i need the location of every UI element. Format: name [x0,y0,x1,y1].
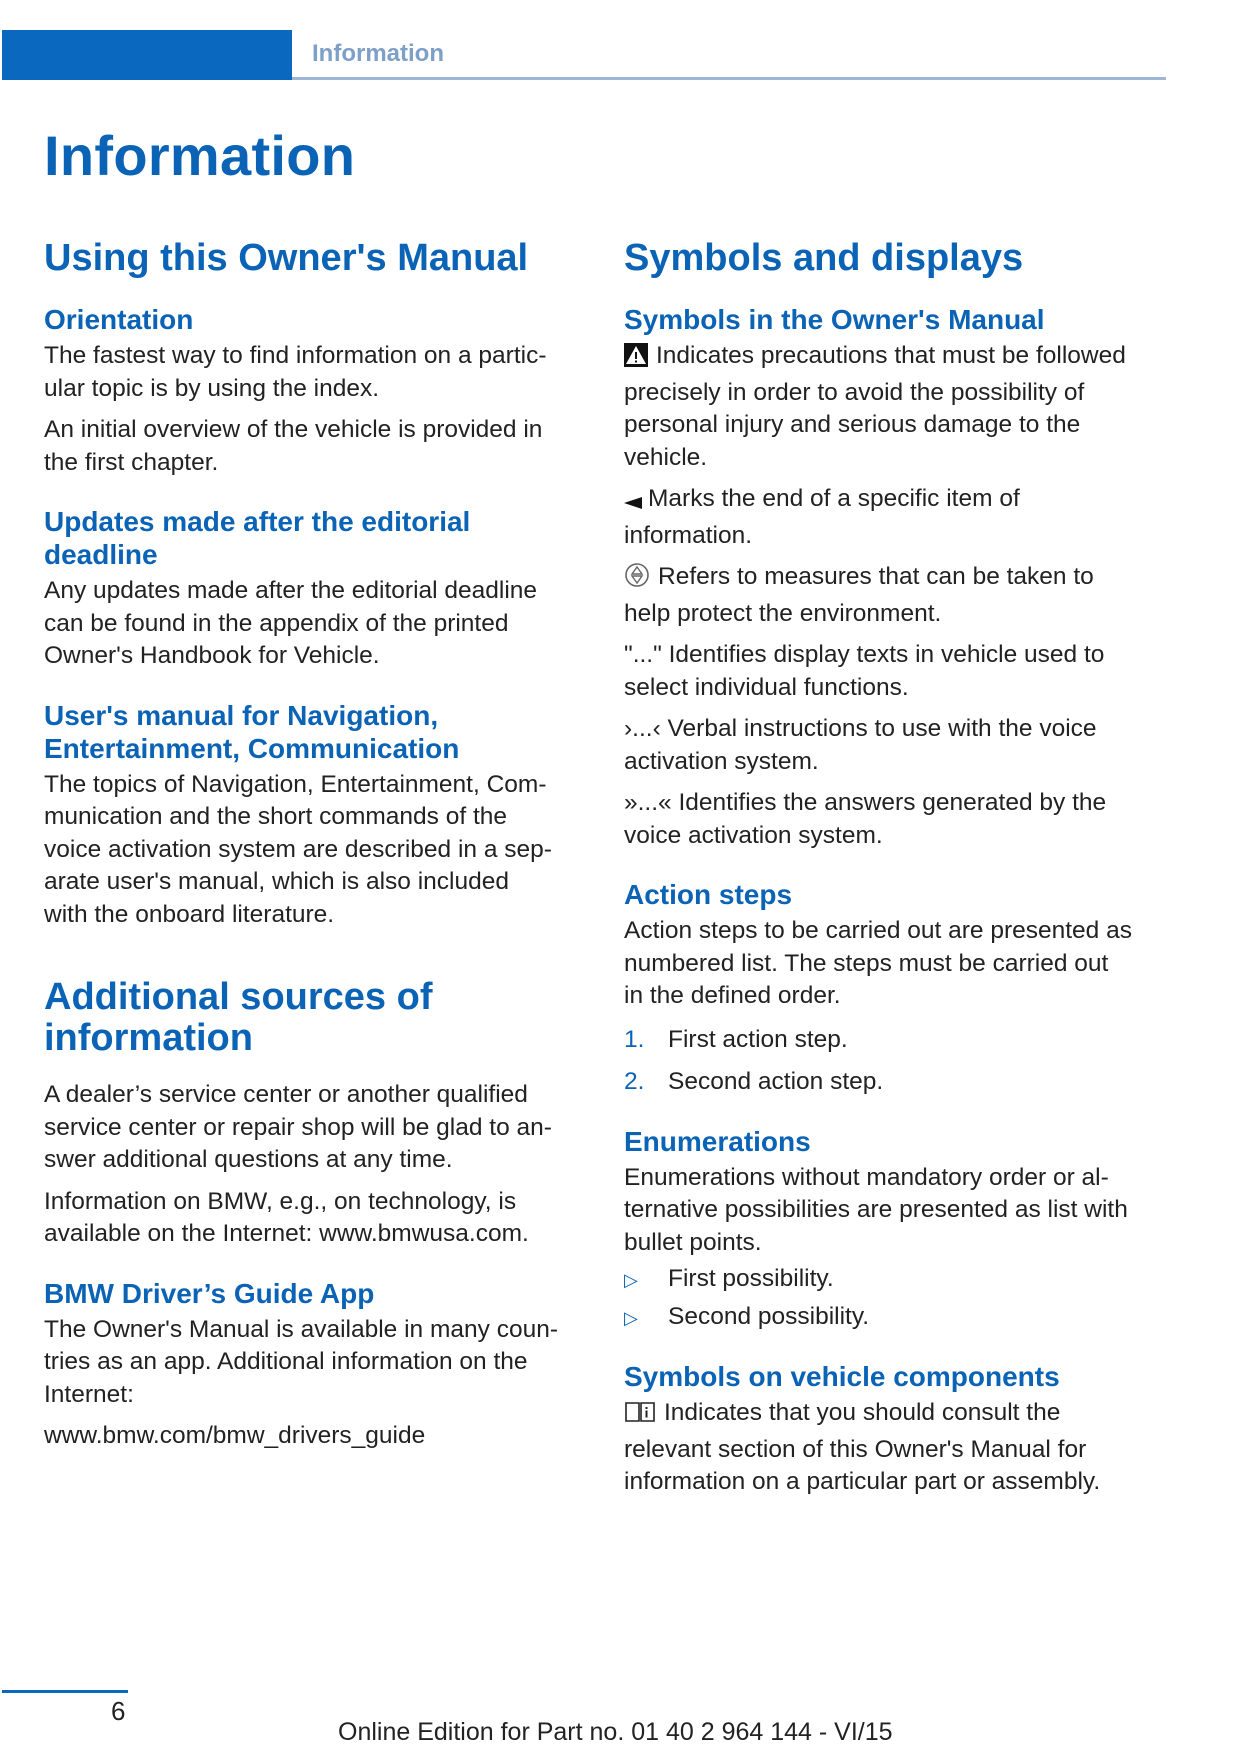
page-title: Information [44,124,356,187]
header-section-label: Information [312,40,444,67]
edition-footer: Online Edition for Part no. 01 40 2 964 144 - VI/15 [338,1718,893,1746]
additional-paragraph-2: Information on BMW, e.g., on technology, is available on the Internet: www.bmwusa.com. [44,1187,529,1247]
manual-book-icon [624,1400,656,1434]
step-text: First action step. [668,1025,848,1053]
orientation-paragraph-2: An initial overview of the vehicle is provided in the first chapter. [44,416,543,476]
action-step-item [624,1066,1169,1099]
subsection-title-symbols-manual: Symbols in the Owner's Manual [624,304,1045,335]
subsection-title-updates: Updates made after the editorial deadline [44,506,471,570]
action-steps-paragraph: Action steps to be carried out are presented as numbered list. The steps must be carried out in the defined order. [624,917,1132,1009]
subsection-title-orientation: Orientation [44,304,194,335]
warning-triangle-icon [624,343,648,377]
step-number: 2. [624,1068,645,1095]
enumeration-item [624,1263,1169,1297]
symbol-voice-paragraph: ›...‹ Verbal instructions to use with the voice activation system. [624,715,1097,775]
drivers-guide-url[interactable]: www.bmw.com/bmw_drivers_guide [44,1422,426,1449]
orientation-paragraph-1: The fastest way to find information on a partic- ular topic is by using the index. [44,342,547,402]
action-step-item [624,1024,1169,1057]
subsection-title-drivers-guide-app: BMW Driver’s Guide App [44,1277,375,1309]
right-column [624,238,1169,1499]
bullet-triangle-icon: ▷ [624,1307,638,1328]
enumerations-paragraph: Enumerations without mandatory order or al- ternative possibilities are presented as list with bullet points. [624,1163,1128,1256]
page-number: 6 [111,1696,126,1726]
end-marker-icon [624,487,642,520]
section-title-using-manual: Using this Owner's Manual [44,237,529,279]
subsection-title-enumerations: Enumerations [624,1125,811,1157]
header-rule [292,77,1166,80]
section-title-additional-sources: Additional sources of information [44,976,433,1059]
step-number: 1. [624,1025,645,1053]
enumeration-text: First possibility. [668,1265,834,1292]
subsection-title-action-steps: Action steps [624,879,793,910]
subsection-title-vehicle-symbols: Symbols on vehicle components [624,1361,1060,1392]
enumeration-item [624,1301,1169,1335]
vehicle-symbols-paragraph: Indicates that you should consult the relevant section of this Owner's Manual for information on a particular part or assembly. [624,1399,1101,1495]
section-title-symbols-displays: Symbols and displays [624,237,1024,279]
left-column [44,238,589,1453]
header-color-bar [2,30,292,80]
symbol-warning-paragraph: Indicates precautions that must be followed precisely in order to avoid the possibility of personal injury and serious damage to the vehicle. [624,342,1126,471]
environment-icon [624,562,650,598]
bullet-triangle-icon: ▷ [624,1270,638,1290]
additional-paragraph-1: A dealer’s service center or another qualified service center or repair shop will be glad to an- swer additional questions at any time. [44,1081,552,1173]
drivers-guide-paragraph: The Owner's Manual is available in many coun- tries as an app. Additional information on the Internet: [44,1315,558,1408]
symbol-end-marker-paragraph: Marks the end of a specific item of information. [624,485,1020,549]
symbol-quotes-paragraph: "..." Identifies display texts in vehicle used to select individual functions. [624,641,1105,701]
step-text: Second action step. [668,1068,884,1095]
updates-paragraph: Any updates made after the editorial deadline can be found in the appendix of the printed Owner's Handbook for Vehicle. [44,577,538,669]
symbol-environment-paragraph: Refers to measures that can be taken to help protect the environment. [624,563,1094,627]
symbol-answers-paragraph: »...« Identifies the answers generated by the voice activation system. [624,789,1107,849]
subsection-title-navigation-manual: User's manual for Navigation, Entertainment, Communication [44,699,460,764]
footer-rule [2,1690,128,1693]
enumeration-text: Second possibility. [668,1302,870,1330]
navigation-manual-paragraph: The topics of Navigation, Entertainment, Com- munication and the short commands of the voice activation system are described in a sep- arate user's manual, which is also included with the onboard literature. [44,770,552,928]
